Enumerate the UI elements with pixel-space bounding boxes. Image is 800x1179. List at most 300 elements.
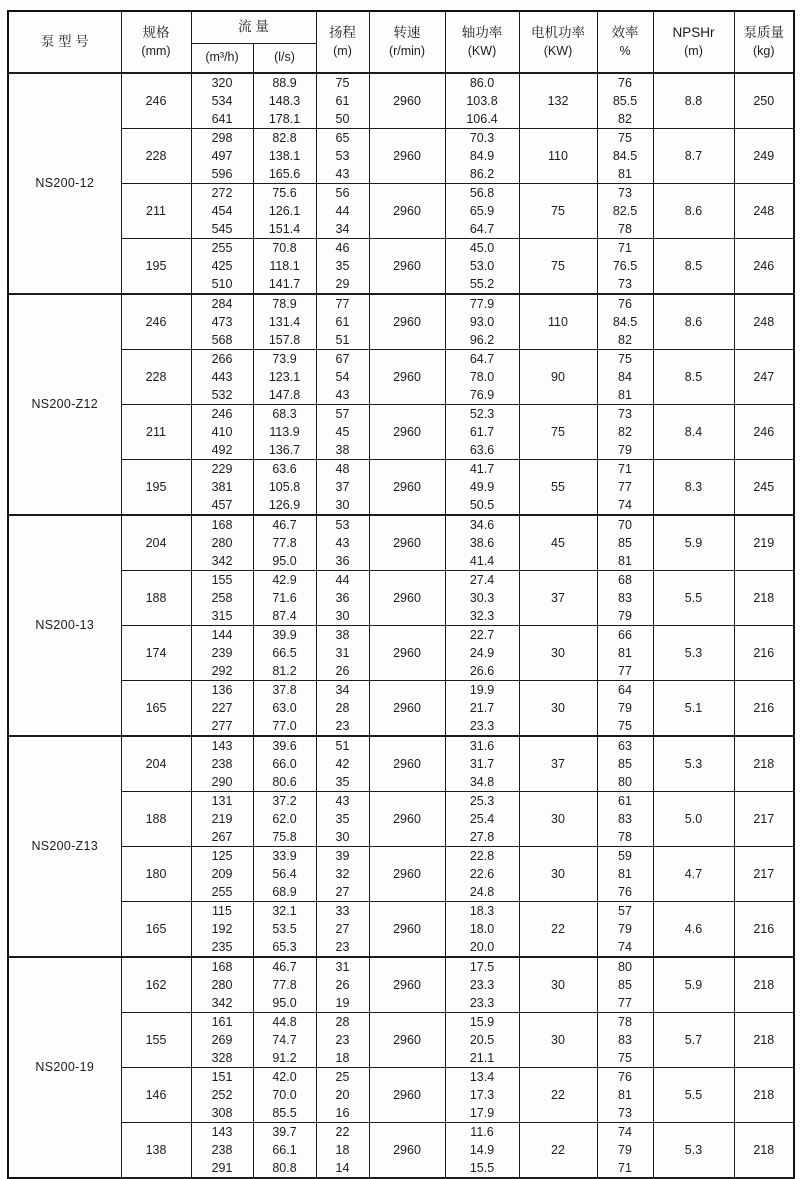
cell-m3h	[191, 902, 253, 958]
cell-speed: 2960	[369, 1013, 445, 1068]
cell-motor: 37	[519, 571, 597, 626]
value-line: 22	[335, 1125, 350, 1139]
cell-spec: 180	[121, 847, 191, 902]
cell-speed: 2960	[369, 626, 445, 681]
cell-m3h	[191, 681, 253, 737]
cell-head	[316, 902, 369, 958]
value-line: 38.6	[469, 536, 495, 550]
cell-spec: 195	[121, 460, 191, 516]
header-spec-line2: (mm)	[141, 43, 171, 58]
value-line: 308	[211, 1106, 233, 1120]
cell-shaft	[445, 847, 519, 902]
cell-speed: 2960	[369, 515, 445, 571]
header-head-line2: (m)	[333, 43, 352, 58]
value-line: 510	[211, 277, 233, 291]
value-line: 473	[211, 315, 233, 329]
header-npshr-line2: (m)	[684, 43, 703, 58]
value-line: 61	[618, 794, 632, 808]
cell-eff	[597, 239, 653, 295]
cell-npshr: 5.0	[653, 792, 734, 847]
cell-npshr: 8.4	[653, 405, 734, 460]
value-line: 44	[335, 204, 350, 218]
value-line: 66.1	[272, 1143, 297, 1157]
value-line: 46.7	[272, 960, 297, 974]
header-head	[316, 11, 369, 73]
cell-motor: 110	[519, 294, 597, 350]
spec-row	[8, 239, 794, 295]
pump-spec-table	[7, 10, 795, 1179]
cell-spec: 246	[121, 294, 191, 350]
value-line: 81	[618, 867, 632, 881]
cell-shaft	[445, 571, 519, 626]
cell-head	[316, 1123, 369, 1179]
value-line: 161	[211, 1015, 233, 1029]
value-line: 81.2	[272, 664, 297, 678]
value-line: 76.9	[469, 388, 495, 402]
cell-speed: 2960	[369, 73, 445, 129]
cell-motor: 132	[519, 73, 597, 129]
cell-mass: 216	[734, 626, 794, 681]
value-line: 136.7	[268, 443, 301, 457]
header-flow-label: 流 量	[238, 19, 269, 35]
cell-ls	[253, 736, 316, 792]
value-line: 21.7	[469, 701, 495, 715]
cell-ls	[253, 571, 316, 626]
cell-speed: 2960	[369, 1123, 445, 1179]
cell-head	[316, 957, 369, 1013]
value-line: 277	[211, 719, 233, 733]
pump-model-name: NS200-12	[8, 73, 121, 294]
value-line: 77.0	[272, 719, 297, 733]
value-line: 63.0	[272, 701, 297, 715]
cell-npshr: 5.7	[653, 1013, 734, 1068]
header-model	[8, 11, 121, 73]
cell-spec: 211	[121, 405, 191, 460]
cell-ls	[253, 792, 316, 847]
value-line: 48	[335, 462, 350, 476]
value-line: 34.8	[469, 775, 495, 789]
value-line: 23.3	[469, 996, 495, 1010]
cell-npshr: 8.6	[653, 184, 734, 239]
value-line: 66.0	[272, 757, 297, 771]
value-line: 27.4	[469, 573, 495, 587]
pump-model-name: NS200-Z13	[8, 736, 121, 957]
cell-head	[316, 405, 369, 460]
value-line: 147.8	[268, 388, 301, 402]
value-line: 229	[211, 462, 233, 476]
value-line: 115	[212, 904, 232, 918]
cell-mass: 216	[734, 681, 794, 737]
value-line: 239	[211, 646, 233, 660]
value-line: 80.6	[272, 775, 297, 789]
cell-head	[316, 626, 369, 681]
value-line: 76	[618, 885, 632, 899]
value-line: 37.2	[272, 794, 297, 808]
value-line: 41.4	[469, 554, 495, 568]
cell-eff	[597, 1123, 653, 1179]
header-motor-power	[519, 11, 597, 73]
cell-ls	[253, 294, 316, 350]
value-line: 61	[335, 94, 350, 108]
pump-model-name: NS200-Z12	[8, 294, 121, 515]
value-line: 34.6	[469, 518, 495, 532]
value-line: 54	[335, 370, 350, 384]
value-line: 63.6	[469, 443, 495, 457]
cell-speed: 2960	[369, 792, 445, 847]
value-line: 73	[618, 186, 632, 200]
value-line: 33	[335, 904, 350, 918]
value-line: 328	[211, 1051, 233, 1065]
value-line: 32.1	[272, 904, 297, 918]
cell-motor: 30	[519, 1013, 597, 1068]
value-line: 131	[211, 794, 233, 808]
value-line: 81	[618, 1088, 632, 1102]
value-line: 95.0	[272, 554, 297, 568]
value-line: 44	[335, 573, 350, 587]
header-mass-line1: 泵质量	[743, 25, 784, 41]
value-line: 66.5	[272, 646, 297, 660]
cell-speed: 2960	[369, 129, 445, 184]
value-line: 118.1	[269, 259, 300, 273]
cell-npshr: 8.8	[653, 73, 734, 129]
value-line: 83	[618, 591, 632, 605]
value-line: 43	[335, 167, 350, 181]
value-line: 38	[335, 443, 350, 457]
value-line: 252	[211, 1088, 233, 1102]
value-line: 63	[618, 739, 632, 753]
cell-head	[316, 515, 369, 571]
value-line: 91.2	[272, 1051, 297, 1065]
header-motor-line1: 电机功率	[531, 25, 585, 41]
cell-spec: 146	[121, 1068, 191, 1123]
cell-m3h	[191, 957, 253, 1013]
value-line: 51	[335, 739, 350, 753]
value-line: 219	[211, 812, 233, 826]
cell-spec: 204	[121, 515, 191, 571]
cell-m3h	[191, 294, 253, 350]
cell-motor: 30	[519, 792, 597, 847]
cell-motor: 110	[519, 129, 597, 184]
cell-npshr: 8.3	[653, 460, 734, 516]
cell-head	[316, 681, 369, 737]
header-eff-line2: %	[619, 43, 631, 58]
cell-m3h	[191, 571, 253, 626]
value-line: 280	[211, 536, 233, 550]
value-line: 75	[335, 76, 350, 90]
value-line: 73	[618, 407, 632, 421]
value-line: 44.8	[272, 1015, 297, 1029]
cell-motor: 90	[519, 350, 597, 405]
cell-head	[316, 1013, 369, 1068]
value-line: 56	[335, 186, 350, 200]
cell-eff	[597, 405, 653, 460]
value-line: 30	[335, 830, 350, 844]
value-line: 13.4	[469, 1070, 495, 1084]
value-line: 155	[211, 573, 233, 587]
value-line: 168	[211, 518, 233, 532]
cell-m3h	[191, 1068, 253, 1123]
header-head-line1: 扬程	[329, 25, 356, 41]
value-line: 88.9	[272, 76, 297, 90]
value-line: 17.3	[469, 1088, 495, 1102]
cell-m3h	[191, 626, 253, 681]
cell-eff	[597, 184, 653, 239]
value-line: 31.7	[469, 757, 495, 771]
value-line: 280	[211, 978, 233, 992]
cell-mass: 248	[734, 294, 794, 350]
header-flow-m3h: (m³/h)	[191, 43, 253, 73]
value-line: 227	[211, 701, 233, 715]
value-line: 22.8	[469, 849, 495, 863]
value-line: 106.4	[466, 112, 498, 126]
value-line: 269	[211, 1033, 233, 1047]
value-line: 143	[211, 739, 233, 753]
value-line: 84.9	[469, 149, 495, 163]
value-line: 11.6	[470, 1125, 494, 1139]
value-line: 151	[211, 1070, 233, 1084]
value-line: 78	[618, 1015, 632, 1029]
value-line: 66	[618, 628, 632, 642]
cell-eff	[597, 129, 653, 184]
value-line: 290	[211, 775, 233, 789]
value-line: 596	[211, 167, 233, 181]
cell-shaft	[445, 460, 519, 516]
cell-m3h	[191, 239, 253, 295]
header-spec-line1: 规格	[142, 25, 170, 41]
value-line: 56.8	[469, 186, 495, 200]
value-line: 64.7	[469, 222, 495, 236]
value-line: 75	[618, 131, 632, 145]
value-line: 43	[335, 388, 350, 402]
cell-ls	[253, 1013, 316, 1068]
value-line: 24.9	[469, 646, 495, 660]
value-line: 19	[335, 996, 350, 1010]
cell-motor: 22	[519, 1123, 597, 1179]
value-line: 85	[618, 757, 632, 771]
value-line: 38	[335, 628, 350, 642]
value-line: 16	[335, 1106, 350, 1120]
cell-eff	[597, 1013, 653, 1068]
cell-spec: 138	[121, 1123, 191, 1179]
value-line: 43	[335, 536, 350, 550]
spec-row	[8, 129, 794, 184]
value-line: 298	[211, 131, 233, 145]
spec-row	[8, 405, 794, 460]
cell-eff	[597, 73, 653, 129]
value-line: 22.7	[469, 628, 495, 642]
cell-speed: 2960	[369, 405, 445, 460]
cell-mass: 219	[734, 515, 794, 571]
value-line: 342	[211, 996, 233, 1010]
value-line: 77	[618, 480, 632, 494]
value-line: 23.3	[469, 978, 495, 992]
value-line: 84	[618, 370, 632, 384]
value-line: 209	[211, 867, 233, 881]
value-line: 41.7	[469, 462, 495, 476]
cell-npshr: 8.5	[653, 350, 734, 405]
value-line: 73	[618, 1106, 632, 1120]
spec-row	[8, 515, 794, 571]
value-line: 64	[618, 683, 632, 697]
value-line: 78.9	[272, 297, 297, 311]
cell-eff	[597, 515, 653, 571]
value-line: 55.2	[469, 277, 495, 291]
value-line: 32.3	[469, 609, 495, 623]
cell-shaft	[445, 902, 519, 958]
cell-npshr: 5.1	[653, 681, 734, 737]
value-line: 141.7	[268, 277, 301, 291]
value-line: 96.2	[469, 333, 495, 347]
value-line: 26.6	[469, 664, 495, 678]
cell-motor: 45	[519, 515, 597, 571]
value-line: 68	[618, 573, 632, 587]
value-line: 53.0	[469, 259, 495, 273]
cell-ls	[253, 847, 316, 902]
value-line: 81	[618, 388, 632, 402]
value-line: 178.1	[268, 112, 301, 126]
value-line: 14.9	[469, 1143, 495, 1157]
cell-m3h	[191, 405, 253, 460]
cell-npshr: 5.3	[653, 626, 734, 681]
value-line: 77	[618, 664, 632, 678]
value-line: 131.4	[268, 315, 301, 329]
cell-mass: 248	[734, 184, 794, 239]
cell-ls	[253, 957, 316, 1013]
cell-mass: 246	[734, 405, 794, 460]
value-line: 34	[335, 683, 350, 697]
value-line: 51	[335, 333, 350, 347]
value-line: 82.5	[612, 204, 638, 218]
cell-eff	[597, 792, 653, 847]
value-line: 68.9	[272, 885, 297, 899]
pump-model-name: NS200-13	[8, 515, 121, 736]
value-line: 77.8	[272, 536, 297, 550]
cell-shaft	[445, 626, 519, 681]
value-line: 19.9	[469, 683, 495, 697]
value-line: 32	[335, 867, 350, 881]
value-line: 46.7	[272, 518, 297, 532]
cell-mass: 247	[734, 350, 794, 405]
cell-mass: 218	[734, 571, 794, 626]
value-line: 71	[618, 241, 632, 255]
value-line: 80	[618, 960, 632, 974]
value-line: 31	[335, 646, 350, 660]
cell-speed: 2960	[369, 571, 445, 626]
cell-shaft	[445, 294, 519, 350]
cell-speed: 2960	[369, 184, 445, 239]
value-line: 545	[211, 222, 233, 236]
value-line: 238	[211, 757, 233, 771]
value-line: 77	[335, 297, 350, 311]
cell-head	[316, 736, 369, 792]
value-line: 56.4	[272, 867, 297, 881]
value-line: 36	[335, 554, 350, 568]
value-line: 27	[335, 922, 350, 936]
cell-speed: 2960	[369, 847, 445, 902]
spec-row	[8, 847, 794, 902]
spec-row	[8, 1068, 794, 1123]
value-line: 74	[618, 498, 632, 512]
value-line: 136	[211, 683, 233, 697]
value-line: 75.8	[272, 830, 297, 844]
value-line: 30	[335, 609, 350, 623]
value-line: 258	[211, 591, 233, 605]
value-line: 62.0	[272, 812, 297, 826]
cell-motor: 30	[519, 626, 597, 681]
value-line: 77.9	[469, 297, 495, 311]
value-line: 71.6	[272, 591, 297, 605]
value-line: 73.9	[272, 352, 297, 366]
cell-head	[316, 571, 369, 626]
cell-npshr: 8.6	[653, 294, 734, 350]
cell-spec: 246	[121, 73, 191, 129]
header-flow	[191, 11, 316, 43]
cell-ls	[253, 626, 316, 681]
cell-m3h	[191, 736, 253, 792]
value-line: 42	[335, 757, 350, 771]
value-line: 246	[211, 407, 233, 421]
value-line: 26	[335, 664, 350, 678]
cell-mass: 218	[734, 1013, 794, 1068]
cell-m3h	[191, 1013, 253, 1068]
cell-head	[316, 792, 369, 847]
value-line: 37.8	[272, 683, 297, 697]
value-line: 35	[335, 259, 350, 273]
value-line: 23	[335, 940, 350, 954]
value-line: 70.8	[272, 241, 297, 255]
value-line: 79	[618, 922, 632, 936]
cell-eff	[597, 957, 653, 1013]
cell-mass: 245	[734, 460, 794, 516]
cell-mass: 218	[734, 736, 794, 792]
value-line: 23.3	[469, 719, 495, 733]
value-line: 157.8	[268, 333, 301, 347]
cell-shaft	[445, 957, 519, 1013]
cell-npshr: 5.5	[653, 1068, 734, 1123]
value-line: 78	[618, 222, 632, 236]
value-line: 255	[211, 241, 233, 255]
value-line: 57	[335, 407, 350, 421]
cell-m3h	[191, 129, 253, 184]
cell-head	[316, 129, 369, 184]
cell-motor: 30	[519, 957, 597, 1013]
cell-head	[316, 73, 369, 129]
value-line: 497	[211, 149, 233, 163]
spec-row	[8, 792, 794, 847]
value-line: 81	[618, 167, 632, 181]
value-line: 20.0	[469, 940, 495, 954]
cell-ls	[253, 73, 316, 129]
cell-npshr: 8.7	[653, 129, 734, 184]
cell-eff	[597, 460, 653, 516]
value-line: 291	[211, 1161, 233, 1175]
value-line: 641	[211, 112, 233, 126]
cell-mass: 249	[734, 129, 794, 184]
value-line: 29	[335, 277, 350, 291]
value-line: 425	[211, 259, 233, 273]
cell-head	[316, 847, 369, 902]
cell-ls	[253, 515, 316, 571]
spec-row	[8, 571, 794, 626]
value-line: 21.1	[469, 1051, 495, 1065]
value-line: 148.3	[268, 94, 301, 108]
cell-shaft	[445, 73, 519, 129]
cell-speed: 2960	[369, 239, 445, 295]
cell-npshr: 5.3	[653, 736, 734, 792]
value-line: 70.0	[272, 1088, 297, 1102]
value-line: 42.9	[272, 573, 297, 587]
header-motor-line2: (KW)	[543, 43, 573, 58]
